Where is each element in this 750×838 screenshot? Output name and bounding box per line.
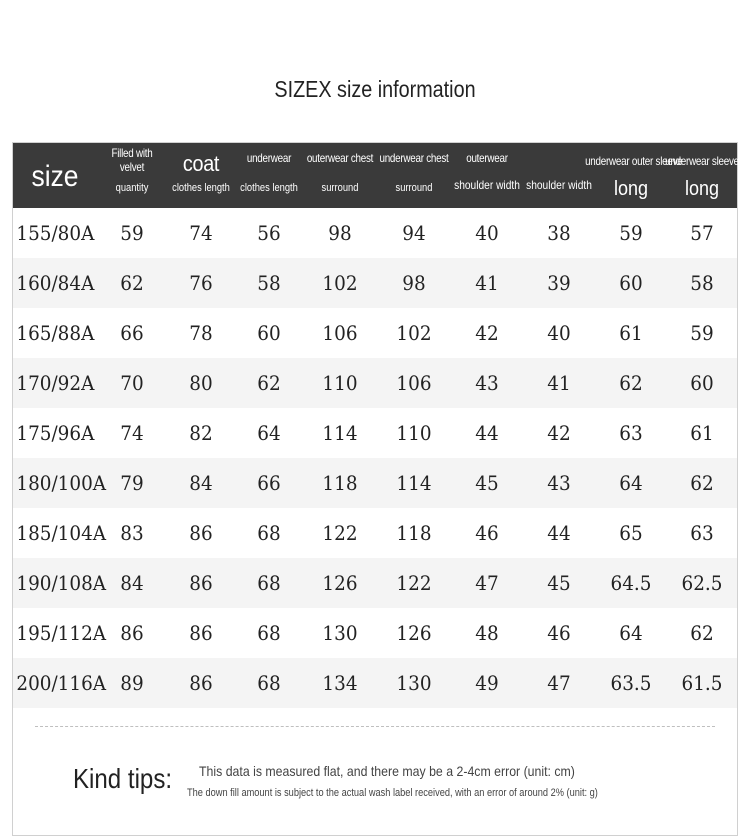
cell-under-shoulder: 45 xyxy=(547,571,571,595)
cell-under-sleeve: 60 xyxy=(690,371,714,395)
table-row xyxy=(13,508,737,558)
header-size xyxy=(13,143,97,208)
cell-under-shoulder: 43 xyxy=(547,471,571,495)
cell-under-shoulder: 40 xyxy=(547,321,571,345)
cell-size: 190/108A xyxy=(16,571,107,595)
cell-under-sleeve: 57 xyxy=(690,221,714,245)
cell-under-chest: 122 xyxy=(396,571,432,595)
cell-coat-length: 82 xyxy=(189,421,213,445)
cell-outer-shoulder: 46 xyxy=(475,521,499,545)
header-outer-shoulder xyxy=(451,143,523,208)
header-outer-chest-bottom: surround xyxy=(321,182,359,194)
cell-under-shoulder: 41 xyxy=(547,371,571,395)
cell-under-chest: 102 xyxy=(396,321,432,345)
cell-outer-chest: 130 xyxy=(322,621,358,645)
cell-outer-chest: 126 xyxy=(322,571,358,595)
header-outer-chest-top: outerwear chest xyxy=(306,151,374,165)
cell-outer-chest: 98 xyxy=(328,221,352,245)
cell-down-fill: 59 xyxy=(120,221,144,245)
cell-down-fill: 83 xyxy=(120,521,144,545)
cell-size: 195/112A xyxy=(16,621,107,645)
cell-under-chest: 94 xyxy=(402,221,426,245)
cell-coat-length: 86 xyxy=(189,571,213,595)
cell-under-chest: 110 xyxy=(396,421,432,445)
cell-outer-shoulder: 42 xyxy=(475,321,499,345)
table-row xyxy=(13,358,737,408)
cell-outer-chest: 110 xyxy=(322,371,358,395)
cell-under-shoulder: 44 xyxy=(547,521,571,545)
header-under-sleeve xyxy=(667,143,737,208)
size-table xyxy=(12,142,738,836)
cell-outer-sleeve: 65 xyxy=(619,521,643,545)
cell-down-fill: 84 xyxy=(120,571,144,595)
cell-outer-chest: 102 xyxy=(322,271,358,295)
cell-under-shoulder: 47 xyxy=(547,671,571,695)
cell-outer-chest: 118 xyxy=(322,471,358,495)
header-down-fill-bottom: quantity xyxy=(115,182,149,194)
cell-coat-length: 78 xyxy=(189,321,213,345)
cell-outer-sleeve: 60 xyxy=(619,271,643,295)
cell-underwear-length: 60 xyxy=(257,321,281,345)
cell-size: 165/88A xyxy=(16,321,95,345)
cell-outer-sleeve: 64.5 xyxy=(610,571,652,595)
cell-size: 175/96A xyxy=(16,421,95,445)
cell-underwear-length: 66 xyxy=(257,471,281,495)
cell-outer-shoulder: 45 xyxy=(475,471,499,495)
cell-size: 180/100A xyxy=(16,471,107,495)
cell-under-sleeve: 63 xyxy=(690,521,714,545)
cell-size: 200/116A xyxy=(16,671,107,695)
header-coat-length-bottom: clothes length xyxy=(172,182,230,194)
cell-outer-sleeve: 63.5 xyxy=(610,671,652,695)
cell-down-fill: 70 xyxy=(120,371,144,395)
header-outer-sleeve-top: underwear outer sleeve xyxy=(585,154,683,168)
cell-underwear-length: 62 xyxy=(257,371,281,395)
cell-outer-sleeve: 61 xyxy=(619,321,643,345)
cell-under-shoulder: 46 xyxy=(547,621,571,645)
cell-down-fill: 89 xyxy=(120,671,144,695)
cell-outer-sleeve: 63 xyxy=(619,421,643,445)
header-under-chest xyxy=(377,143,451,208)
tips-down-fill-note: The down fill amount is subject to the actual wash label received, with an error of around 2% (unit: g) xyxy=(187,787,598,799)
cell-underwear-length: 68 xyxy=(257,671,281,695)
divider xyxy=(35,726,715,727)
table-row xyxy=(13,558,737,608)
cell-size: 185/104A xyxy=(16,521,107,545)
cell-underwear-length: 68 xyxy=(257,571,281,595)
header-under-sleeve-top: underwear sleeve xyxy=(665,154,739,168)
cell-under-sleeve: 61 xyxy=(690,421,714,445)
cell-under-sleeve: 58 xyxy=(690,271,714,295)
tips-measurement-note: This data is measured flat, and there may be a 2-4cm error (unit: cm) xyxy=(199,763,575,779)
header-outer-shoulder-top: outerwear xyxy=(466,151,508,165)
cell-down-fill: 86 xyxy=(120,621,144,645)
cell-underwear-length: 56 xyxy=(257,221,281,245)
cell-coat-length: 86 xyxy=(189,521,213,545)
cell-under-sleeve: 62 xyxy=(690,621,714,645)
cell-outer-shoulder: 43 xyxy=(475,371,499,395)
cell-outer-shoulder: 41 xyxy=(475,271,499,295)
cell-underwear-length: 64 xyxy=(257,421,281,445)
cell-outer-shoulder: 47 xyxy=(475,571,499,595)
cell-outer-chest: 134 xyxy=(322,671,358,695)
header-outer-chest xyxy=(303,143,377,208)
cell-size: 170/92A xyxy=(16,371,95,395)
header-under-chest-bottom: surround xyxy=(395,182,433,194)
cell-outer-shoulder: 49 xyxy=(475,671,499,695)
table-row xyxy=(13,208,737,258)
cell-underwear-length: 58 xyxy=(257,271,281,295)
cell-under-sleeve: 59 xyxy=(690,321,714,345)
cell-under-sleeve: 61.5 xyxy=(681,671,723,695)
cell-underwear-length: 68 xyxy=(257,521,281,545)
cell-under-chest: 118 xyxy=(396,521,432,545)
header-underwear-length-bottom: clothes length xyxy=(240,182,298,194)
cell-size: 155/80A xyxy=(16,221,95,245)
cell-down-fill: 66 xyxy=(120,321,144,345)
header-underwear-length-top: underwear xyxy=(246,151,292,165)
cell-under-chest: 106 xyxy=(396,371,432,395)
header-down-fill-top: Filled with velvet xyxy=(111,146,153,174)
cell-under-chest: 126 xyxy=(396,621,432,645)
cell-down-fill: 74 xyxy=(120,421,144,445)
tips-label: Kind tips: xyxy=(73,763,173,794)
table-row xyxy=(13,608,737,658)
cell-under-shoulder: 39 xyxy=(547,271,571,295)
cell-outer-shoulder: 48 xyxy=(475,621,499,645)
header-outer-shoulder-bottom: shoulder width xyxy=(454,178,520,192)
cell-coat-length: 86 xyxy=(189,671,213,695)
header-under-chest-top: underwear chest xyxy=(379,151,449,165)
cell-outer-chest: 106 xyxy=(322,321,358,345)
cell-coat-length: 80 xyxy=(189,371,213,395)
cell-under-sleeve: 62.5 xyxy=(681,571,723,595)
page-title: SIZEX size information xyxy=(274,76,476,102)
table-row xyxy=(13,258,737,308)
header-outer-sleeve xyxy=(585,143,683,208)
cell-coat-length: 76 xyxy=(189,271,213,295)
table-row xyxy=(13,308,737,358)
cell-coat-length: 86 xyxy=(189,621,213,645)
cell-under-shoulder: 42 xyxy=(547,421,571,445)
cell-under-shoulder: 38 xyxy=(547,221,571,245)
cell-under-chest: 98 xyxy=(402,271,426,295)
cell-outer-shoulder: 44 xyxy=(475,421,499,445)
cell-down-fill: 62 xyxy=(120,271,144,295)
header-under-shoulder xyxy=(523,143,595,208)
cell-under-chest: 114 xyxy=(396,471,432,495)
table-row xyxy=(13,458,737,508)
cell-coat-length: 74 xyxy=(189,221,213,245)
cell-outer-chest: 122 xyxy=(322,521,358,545)
cell-coat-length: 84 xyxy=(189,471,213,495)
header-outer-sleeve-bottom: long xyxy=(613,178,649,200)
cell-down-fill: 79 xyxy=(120,471,144,495)
cell-under-chest: 130 xyxy=(396,671,432,695)
table-header xyxy=(13,143,737,208)
cell-outer-shoulder: 40 xyxy=(475,221,499,245)
header-size-label: size xyxy=(31,160,79,193)
cell-outer-sleeve: 64 xyxy=(619,621,643,645)
header-under-sleeve-bottom: long xyxy=(684,178,720,200)
cell-outer-sleeve: 64 xyxy=(619,471,643,495)
header-under-shoulder-bottom: shoulder width xyxy=(526,178,592,192)
table-row xyxy=(13,658,737,708)
cell-under-sleeve: 62 xyxy=(690,471,714,495)
header-coat-length-top: coat xyxy=(182,151,220,176)
cell-underwear-length: 68 xyxy=(257,621,281,645)
table-row xyxy=(13,408,737,458)
cell-outer-sleeve: 62 xyxy=(619,371,643,395)
cell-size: 160/84A xyxy=(16,271,95,295)
cell-outer-sleeve: 59 xyxy=(619,221,643,245)
cell-outer-chest: 114 xyxy=(322,421,358,445)
